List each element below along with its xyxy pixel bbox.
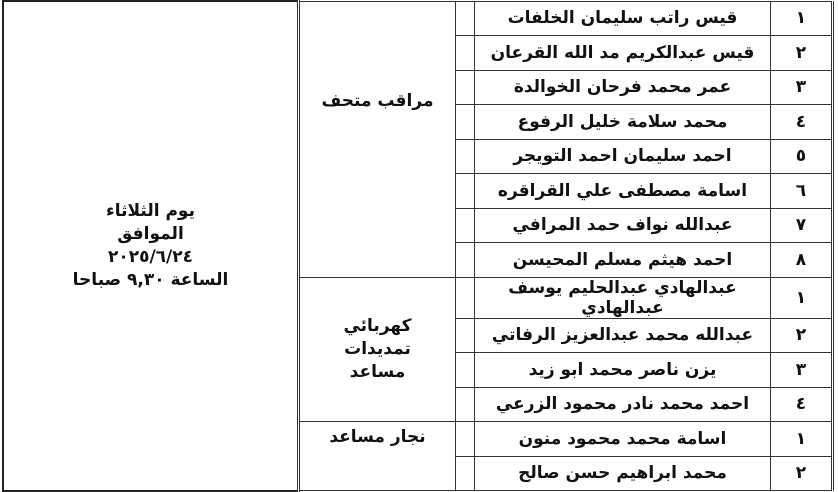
job-title-cell — [299, 1, 456, 277]
column-gap — [456, 105, 475, 140]
person-name: عبدالهادي عبدالحليم يوسف عبدالهادي — [475, 277, 771, 318]
column-gap — [456, 243, 475, 278]
schedule-agreed: الموافق — [117, 223, 184, 244]
person-name: عمر محمد فرحان الخوالدة — [475, 70, 771, 105]
table-row — [3, 1, 833, 36]
row-number: ١ — [771, 1, 833, 36]
column-gap — [456, 139, 475, 174]
job-title: مراقب متحف — [321, 90, 434, 111]
row-number: ٥ — [771, 139, 833, 174]
row-number: ٤ — [771, 387, 833, 422]
person-name: قيس عبدالكريم مد الله القرعان — [475, 36, 771, 71]
person-name: عبدالله نواف حمد المرافي — [475, 208, 771, 243]
column-gap — [456, 1, 475, 36]
person-name: احمد سليمان احمد التويجر — [475, 139, 771, 174]
column-gap — [456, 277, 475, 318]
job-title: نجار مساعد — [329, 427, 426, 447]
person-name: اسامة مصطفى علي القراقره — [475, 174, 771, 209]
schedule-cell — [3, 1, 299, 491]
job-title: تمديدات — [344, 338, 411, 359]
column-gap — [456, 456, 475, 491]
person-name: اسامة محمد محمود منون — [475, 422, 771, 457]
row-number: ١ — [771, 277, 833, 318]
person-name: محمد ابراهيم حسن صالح — [475, 456, 771, 491]
row-number: ٣ — [771, 353, 833, 388]
row-number: ٨ — [771, 243, 833, 278]
job-title-cell — [299, 422, 456, 491]
column-gap — [456, 387, 475, 422]
person-name: عبدالله محمد عبدالعزيز الرفاتي — [475, 318, 771, 353]
schedule-time: الساعة ٩,٣٠ صباحا — [72, 269, 229, 290]
job-title-cell — [299, 277, 456, 422]
row-number: ٤ — [771, 105, 833, 140]
row-number: ٢ — [771, 456, 833, 491]
row-number: ٧ — [771, 208, 833, 243]
schedule-date: ٢٠٢٥/٦/٢٤ — [107, 246, 194, 267]
person-name: قيس راتب سليمان الخلفات — [475, 1, 771, 36]
column-gap — [456, 353, 475, 388]
row-number: ٢ — [771, 318, 833, 353]
person-name: محمد سلامة خليل الرفوع — [475, 105, 771, 140]
column-gap — [456, 208, 475, 243]
column-gap — [456, 318, 475, 353]
person-name: احمد محمد نادر محمود الزرعي — [475, 387, 771, 422]
column-gap — [456, 422, 475, 457]
person-name: احمد هيثم مسلم المحيسن — [475, 243, 771, 278]
row-number: ٣ — [771, 70, 833, 105]
job-title: مساعد — [349, 361, 406, 382]
row-number: ٦ — [771, 174, 833, 209]
column-gap — [456, 70, 475, 105]
person-name: يزن ناصر محمد ابو زيد — [475, 353, 771, 388]
row-number: ١ — [771, 422, 833, 457]
job-title: كهربائي — [343, 315, 412, 336]
row-number: ٢ — [771, 36, 833, 71]
roster-table — [2, 0, 834, 492]
schedule-day: يوم الثلاثاء — [106, 200, 195, 221]
column-gap — [456, 36, 475, 71]
column-gap — [456, 174, 475, 209]
